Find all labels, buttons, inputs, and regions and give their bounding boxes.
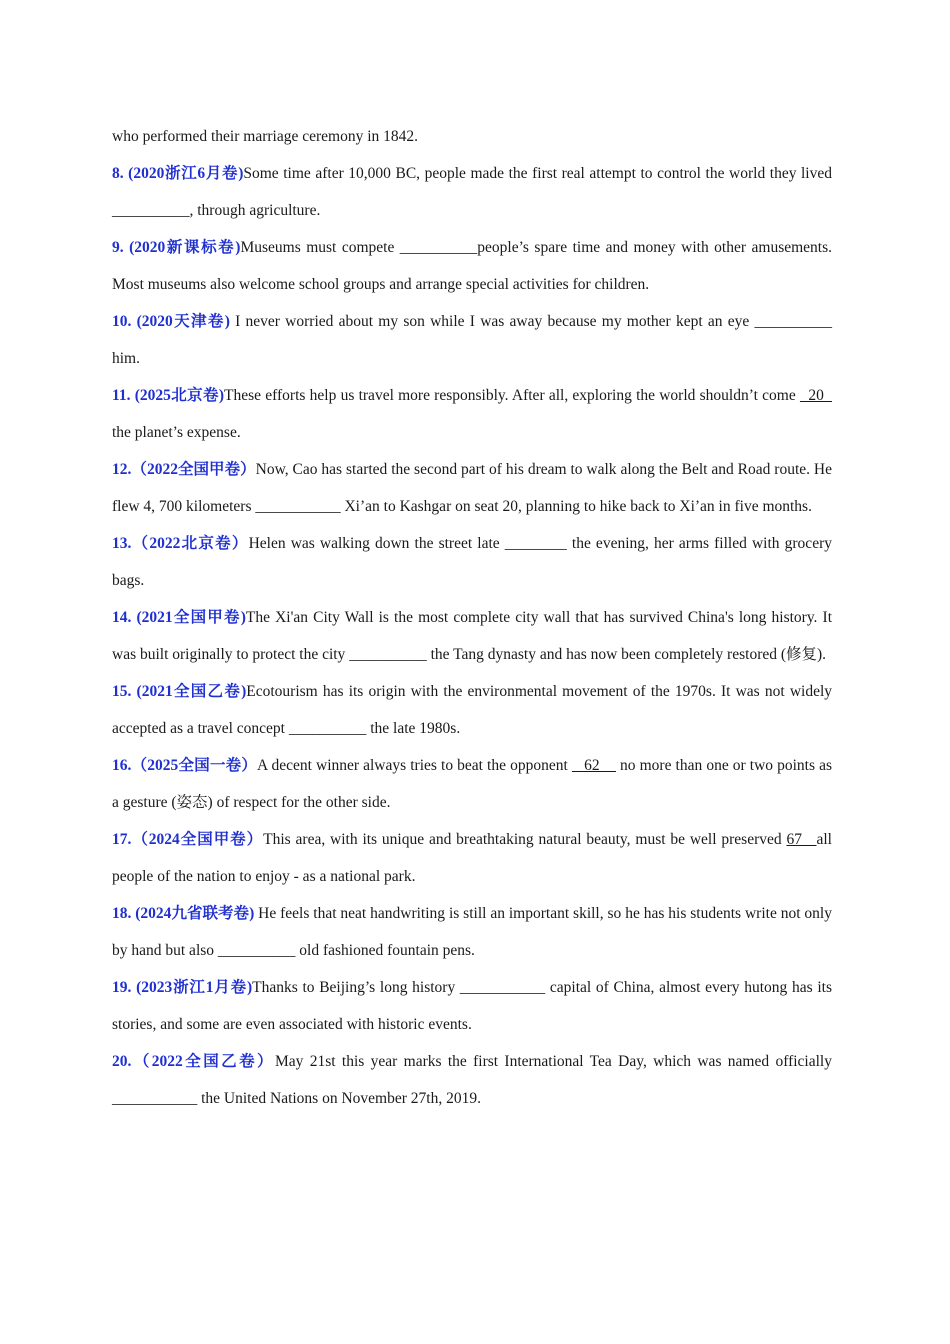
question-label: 13.（2022北京卷） xyxy=(112,535,249,552)
question-text-after: him. xyxy=(112,350,140,367)
question-text-before: Helen was walking down the street late xyxy=(248,535,505,552)
question-8 xyxy=(112,155,832,229)
question-text-after: the United Nations on November 27th, 2019. xyxy=(197,1090,481,1107)
question-14 xyxy=(112,599,832,673)
answer-blank: 62 xyxy=(571,757,616,774)
question-text-before: Now, Cao has started the second part of his dream to walk along the Belt and Road route. He flew 4, 700 kilometers xyxy=(112,461,832,515)
answer-blank: 20 xyxy=(799,387,833,404)
question-16 xyxy=(112,747,832,821)
question-text-before: I never worried about my son while I was away because my mother kept an eye xyxy=(229,313,755,330)
question-10 xyxy=(112,303,832,377)
question-9 xyxy=(112,229,832,303)
question-label: 17.（2024全国甲卷） xyxy=(112,831,264,848)
question-18 xyxy=(112,895,832,969)
question-list xyxy=(112,155,832,1117)
question-text-before: May 21st this year marks the first International Tea Day, which was named officially xyxy=(275,1053,832,1070)
question-label: 15. (2021全国乙卷) xyxy=(112,683,247,700)
question-text-after: , through agriculture. xyxy=(189,202,321,219)
question-text-after: old fashioned fountain pens. xyxy=(295,942,475,959)
question-text-after: capital of China, almost every hutong has its stories, and some are even associated with historic events. xyxy=(112,979,833,1033)
question-label: 8. (2020浙江6月卷) xyxy=(112,165,244,182)
question-11 xyxy=(112,377,832,451)
question-text-before: Museums must compete xyxy=(240,239,400,256)
question-label: 9. (2020新课标卷) xyxy=(112,239,241,256)
question-text-after: the Tang dynasty and has now been completely restored (修复). xyxy=(426,646,827,663)
question-text-after: all people of the nation to enjoy - as a national park. xyxy=(112,831,832,885)
answer-blank: __________ xyxy=(288,720,367,737)
document-page xyxy=(112,118,832,1117)
answer-blank: ___________ xyxy=(112,1090,198,1107)
question-text-after: the planet’s expense. xyxy=(112,424,241,441)
question-label: 18. (2024九省联考卷) xyxy=(112,905,255,922)
question-text-after: people’s spare time and money with other amusements. Most museums also welcome school groups and arrange special activities for children. xyxy=(112,239,832,293)
question-text-before: He feels that neat handwriting is still an important skill, so he has his students write not only by hand but also xyxy=(112,905,832,959)
answer-blank: ________ xyxy=(504,535,567,552)
question-20 xyxy=(112,1043,832,1117)
intro-line: who performed their marriage ceremony in 1842. xyxy=(112,128,419,145)
question-text-before: Thanks to Beijing’s long history xyxy=(252,979,460,996)
answer-blank: __________ xyxy=(217,942,296,959)
question-19 xyxy=(112,969,832,1043)
question-13 xyxy=(112,525,832,599)
question-text-after: the evening, her arms filled with grocery bags. xyxy=(112,535,832,589)
question-text-before: These efforts help us travel more responsibly. After all, exploring the world shouldn’t come xyxy=(224,387,800,404)
question-label: 19. (2023浙江1月卷) xyxy=(112,979,253,996)
question-label: 16.（2025全国一卷） xyxy=(112,757,258,774)
answer-blank: ___________ xyxy=(459,979,546,996)
question-17 xyxy=(112,821,832,895)
answer-blank: 67 xyxy=(786,831,817,848)
answer-blank: __________ xyxy=(349,646,427,663)
question-text-before: This area, with its unique and breathtaking natural beauty, must be well preserved xyxy=(263,831,787,848)
question-text-before: Some time after 10,000 BC, people made the first real attempt to control the world they lived xyxy=(243,165,832,182)
question-12 xyxy=(112,451,832,525)
question-label: 10. (2020天津卷) xyxy=(112,313,230,330)
answer-blank: __________ xyxy=(112,202,190,219)
question-label: 20.（2022全国乙卷） xyxy=(112,1053,276,1070)
question-text-before: Ecotourism has its origin with the environmental movement of the 1970s. It was not widely accepted as a travel concept xyxy=(112,683,833,737)
question-label: 12.（2022全国甲卷） xyxy=(112,461,256,478)
answer-blank: __________ xyxy=(399,239,478,256)
answer-blank: ___________ xyxy=(255,498,341,515)
question-label: 11. (2025北京卷) xyxy=(112,387,225,404)
answer-blank: __________ xyxy=(754,313,832,330)
question-text-before: A decent winner always tries to beat the opponent xyxy=(257,757,572,774)
question-label: 14. (2021全国甲卷) xyxy=(112,609,246,626)
question-text-before: The Xi'an City Wall is the most complete city wall that has survived China's long history. It was built originally to protect the city xyxy=(112,609,833,663)
question-text-after: Xi’an to Kashgar on seat 20, planning to hike back to Xi’an in five months. xyxy=(340,498,812,515)
question-text-after: no more than one or two points as a gesture (姿态) of respect for the other side. xyxy=(112,757,833,811)
question-text-after: the late 1980s. xyxy=(366,720,461,737)
question-15 xyxy=(112,673,832,747)
